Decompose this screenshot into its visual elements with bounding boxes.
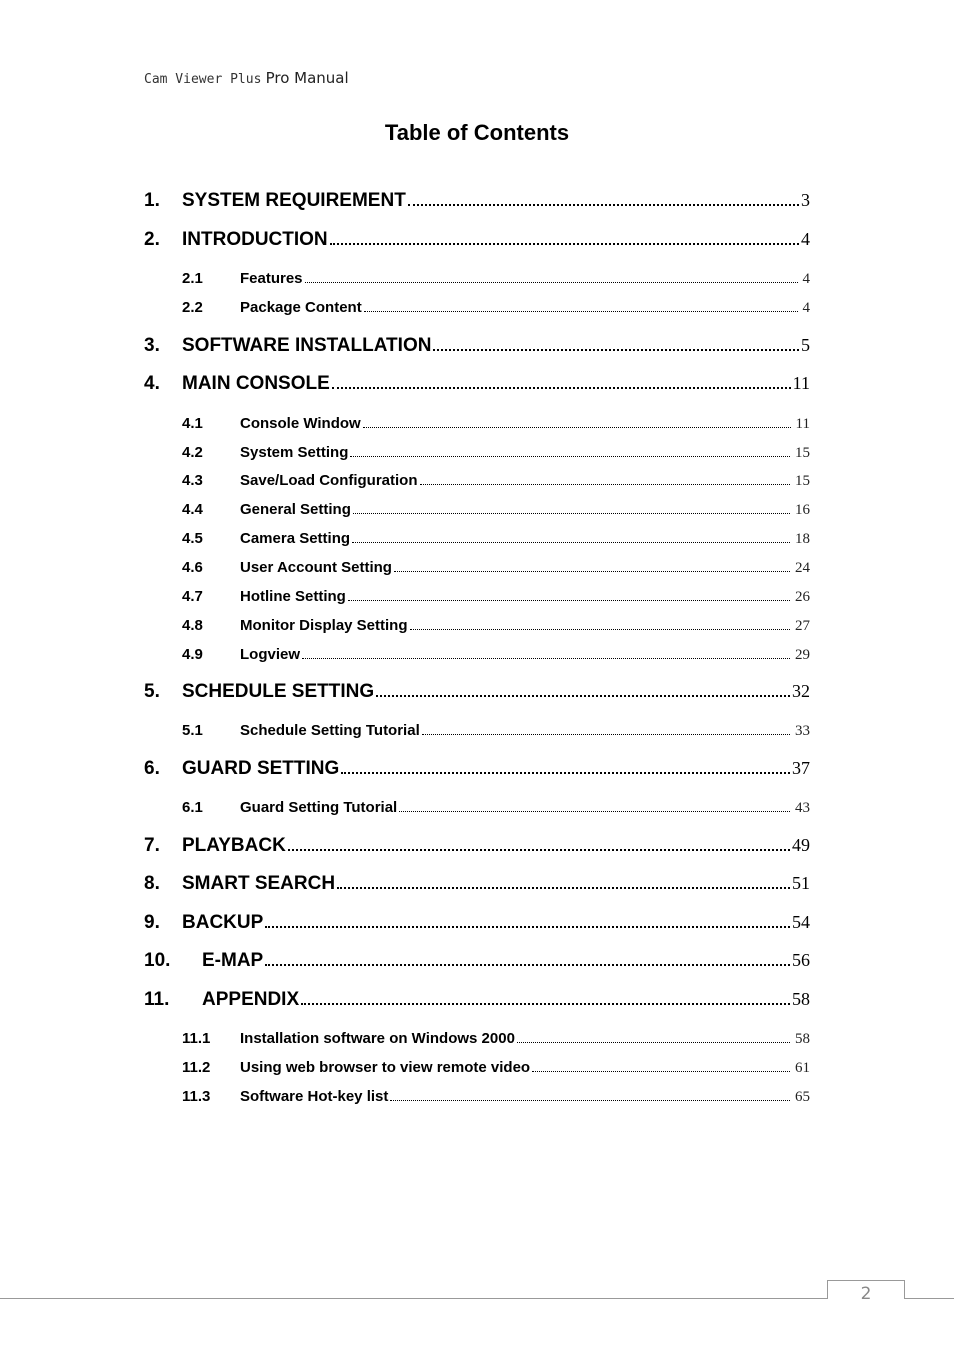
- toc-leader: [332, 386, 791, 389]
- toc-entry-page: 4: [802, 271, 810, 287]
- toc-entry[interactable]: [144, 335, 810, 357]
- page-title: Table of Contents: [384, 120, 570, 145]
- toc-subentry[interactable]: [182, 588, 810, 606]
- toc-entry-label: User Account Setting: [240, 559, 392, 576]
- toc-subentry[interactable]: [182, 617, 810, 635]
- toc-entry-label: Installation software on Windows 2000: [240, 1030, 515, 1047]
- toc-leader: [394, 570, 790, 572]
- toc-leader: [410, 628, 790, 630]
- toc-entry-label: E-MAP: [202, 950, 264, 971]
- toc-subentry[interactable]: [182, 501, 810, 519]
- toc-entry-label: Console Window: [240, 415, 361, 432]
- toc-entry-number: 4.: [144, 373, 160, 394]
- header-product-name: Cam Viewer Plus: [144, 72, 262, 87]
- toc-leader: [433, 348, 799, 351]
- toc-subentry[interactable]: [182, 799, 810, 817]
- toc-entry-number: 4.3: [182, 472, 203, 489]
- toc-entry-page: 3: [801, 190, 810, 210]
- toc-entry-number: 1.: [144, 190, 160, 211]
- toc-entry-number: 4.2: [182, 444, 203, 461]
- toc-entry-number: 4.9: [182, 646, 203, 663]
- toc-subentry[interactable]: [182, 1059, 810, 1077]
- toc-leader: [337, 886, 790, 889]
- toc-leader: [422, 733, 790, 735]
- toc-leader: [532, 1070, 790, 1072]
- toc-entry-number: 11.: [144, 989, 170, 1010]
- toc-entry-label: Camera Setting: [240, 530, 351, 547]
- toc-entry-page: 54: [792, 912, 810, 932]
- toc-entry-label: SCHEDULE SETTING: [182, 681, 375, 702]
- toc-entry-number: 8.: [144, 873, 160, 894]
- toc-entry-label: Logview: [240, 646, 301, 663]
- toc-entry-page: 18: [795, 531, 810, 547]
- toc-subentry[interactable]: [182, 270, 810, 288]
- toc-entry-label: Features: [240, 270, 303, 287]
- toc-subentry[interactable]: [182, 559, 810, 577]
- toc-leader: [353, 512, 790, 514]
- toc-entry[interactable]: [144, 989, 810, 1011]
- toc-leader: [420, 483, 790, 485]
- toc-entry[interactable]: [144, 373, 810, 395]
- toc-subentry[interactable]: [182, 415, 810, 433]
- toc-subentry[interactable]: [182, 1088, 810, 1106]
- toc-leader: [265, 963, 790, 966]
- toc-entry-label: Hotline Setting: [240, 588, 346, 605]
- toc-subentry[interactable]: [182, 299, 810, 317]
- toc-entry[interactable]: [144, 229, 810, 251]
- toc-entry-number: 3.: [144, 335, 160, 356]
- toc-leader: [390, 1099, 790, 1101]
- toc-entry-number: 10.: [144, 950, 171, 971]
- toc-leader: [364, 310, 798, 312]
- toc-entry-page: 29: [795, 647, 810, 663]
- toc-entry-number: 5.: [144, 681, 160, 702]
- toc-leader: [517, 1041, 790, 1043]
- toc-entry-number: 4.1: [182, 415, 203, 432]
- toc-entry[interactable]: [144, 190, 810, 212]
- toc-leader: [376, 694, 790, 697]
- toc-entry-number: 4.5: [182, 530, 203, 547]
- toc-leader: [363, 426, 791, 428]
- toc-leader: [348, 599, 790, 601]
- toc-entry-page: 49: [792, 835, 810, 855]
- toc-entry-label: Guard Setting Tutorial: [240, 799, 398, 816]
- header-manual-label: Pro Manual: [265, 69, 349, 87]
- toc-entry-label: SYSTEM REQUIREMENT: [182, 190, 406, 211]
- toc-entry-page: 56: [792, 950, 810, 970]
- toc-entry-page: 37: [792, 758, 810, 778]
- toc-entry-page: 51: [792, 873, 810, 893]
- toc-entry-page: 11: [792, 373, 810, 393]
- toc-leader: [302, 657, 790, 659]
- toc-entry-page: 11: [795, 416, 810, 432]
- toc-entry-page: 43: [795, 800, 810, 816]
- toc-leader: [330, 242, 799, 245]
- toc-entry-number: 2.: [144, 229, 160, 250]
- toc-entry-page: 16: [795, 502, 810, 518]
- toc-entry-number: 11.2: [182, 1059, 211, 1076]
- toc-entry[interactable]: [144, 835, 810, 857]
- toc-leader: [305, 281, 798, 283]
- toc-entry-page: 5: [801, 335, 810, 355]
- toc-leader: [408, 203, 799, 206]
- toc-entry-number: 5.1: [182, 722, 203, 739]
- toc-leader: [265, 925, 790, 928]
- toc-entry-label: BACKUP: [182, 912, 264, 933]
- toc-entry-number: 4.6: [182, 559, 203, 576]
- toc-entry[interactable]: [144, 758, 810, 780]
- toc-entry-label: General Setting: [240, 501, 351, 518]
- toc-entry-label: SOFTWARE INSTALLATION: [182, 335, 432, 356]
- footer-rule: [0, 1298, 954, 1299]
- toc-entry-label: Software Hot-key list: [240, 1088, 389, 1105]
- running-header: [144, 69, 349, 87]
- toc-entry-number: 4.7: [182, 588, 203, 605]
- toc-entry-page: 15: [795, 445, 810, 461]
- toc-entry-number: 2.1: [182, 270, 203, 287]
- toc-entry[interactable]: [144, 681, 810, 703]
- toc-entry[interactable]: [144, 912, 810, 934]
- toc-entry-label: MAIN CONSOLE: [182, 373, 330, 394]
- toc-entry-label: Using web browser to view remote video: [240, 1059, 531, 1076]
- toc-entry-page: 33: [795, 723, 810, 739]
- toc-entry-number: 7.: [144, 835, 160, 856]
- toc-leader: [350, 455, 790, 457]
- toc-entry-label: System Setting: [240, 444, 349, 461]
- page-number: 2: [827, 1280, 905, 1299]
- toc-entry-label: Monitor Display Setting: [240, 617, 408, 634]
- toc-entry-label: INTRODUCTION: [182, 229, 328, 250]
- toc-entry-label: SMART SEARCH: [182, 873, 336, 894]
- toc-entry-number: 6.1: [182, 799, 203, 816]
- toc-leader: [301, 1002, 790, 1005]
- toc-leader: [352, 541, 790, 543]
- toc-entry[interactable]: [144, 873, 810, 895]
- toc-entry-page: 24: [795, 560, 810, 576]
- toc-entry-number: 9.: [144, 912, 160, 933]
- toc-entry-page: 27: [795, 618, 810, 634]
- toc-subentry[interactable]: [182, 530, 810, 548]
- toc-entry-number: 11.3: [182, 1088, 211, 1105]
- toc-entry-page: 4: [801, 229, 810, 249]
- toc-leader: [341, 771, 790, 774]
- toc-entry-page: 58: [792, 989, 810, 1009]
- toc-entry-label: APPENDIX: [202, 989, 300, 1010]
- toc-entry-page: 61: [795, 1060, 810, 1076]
- toc-entry-label: GUARD SETTING: [182, 758, 340, 779]
- toc-entry-page: 4: [802, 300, 810, 316]
- toc-leader: [399, 810, 790, 812]
- toc-entry-page: 58: [795, 1031, 810, 1047]
- toc-subentry[interactable]: [182, 444, 810, 462]
- toc-entry-label: Save/Load Configuration: [240, 472, 418, 489]
- toc-entry-page: 65: [795, 1089, 810, 1105]
- toc-entry[interactable]: [144, 950, 810, 972]
- toc-entry-number: 4.4: [182, 501, 203, 518]
- toc-leader: [288, 848, 790, 851]
- toc-entry-label: Schedule Setting Tutorial: [240, 722, 420, 739]
- toc-subentry[interactable]: [182, 646, 810, 664]
- toc-entry-number: 4.8: [182, 617, 203, 634]
- toc-entry-number: 6.: [144, 758, 160, 779]
- toc-entry-page: 15: [795, 473, 810, 489]
- toc-entry-number: 2.2: [182, 299, 203, 316]
- toc-subentry[interactable]: [182, 1030, 810, 1048]
- toc-subentry[interactable]: [182, 722, 810, 740]
- toc-entry-number: 11.1: [182, 1030, 211, 1047]
- toc-subentry[interactable]: [182, 472, 810, 490]
- toc-entry-label: PLAYBACK: [182, 835, 286, 856]
- toc-entry-page: 26: [795, 589, 810, 605]
- toc-entry-label: Package Content: [240, 299, 362, 316]
- toc-entry-page: 32: [792, 681, 810, 701]
